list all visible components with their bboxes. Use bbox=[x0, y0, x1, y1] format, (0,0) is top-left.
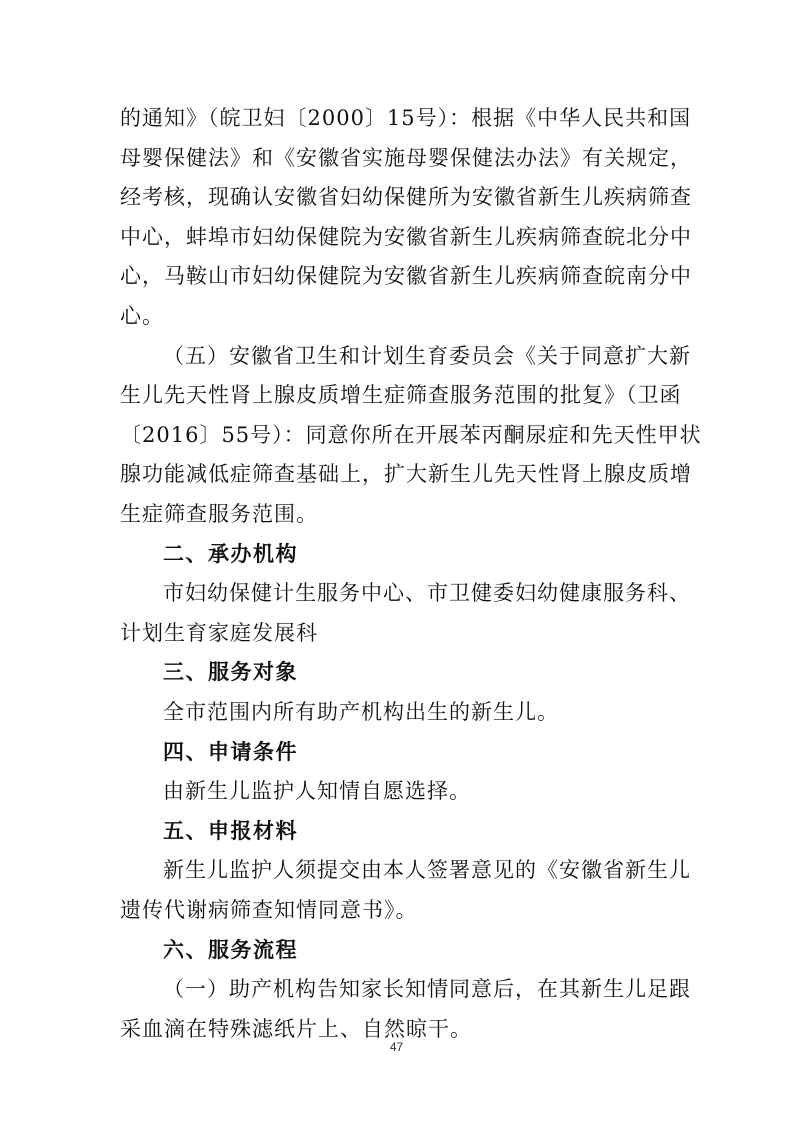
text-line: 〔2016〕55号）：同意你所在开展苯丙酮尿症和先天性甲状 bbox=[120, 423, 702, 447]
page-number: 47 bbox=[389, 1040, 404, 1054]
text-line: 心，马鞍山市妇幼保健院为安徽省新生儿疾病筛查皖南分中 bbox=[120, 264, 692, 288]
text-line: 全市范围内所有助产机构出生的新生儿。 bbox=[163, 700, 559, 724]
text-line: 生儿先天性肾上腺皮质增生症筛查服务范围的批复》（卫函 bbox=[120, 383, 682, 407]
text-line: 新生儿监护人须提交由本人签署意见的《安徽省新生儿 bbox=[163, 858, 691, 882]
text-line: 中心，蚌埠市妇幼保健院为安徽省新生儿疾病筛查皖北分中 bbox=[120, 225, 692, 249]
section-heading: 四、申请条件 bbox=[163, 740, 298, 764]
text-line: （五）安徽省卫生和计划生育委员会《关于同意扩大新 bbox=[163, 344, 691, 368]
text-line: 计划生育家庭发展科 bbox=[120, 621, 318, 645]
text-line: 由新生儿监护人知情自愿选择。 bbox=[163, 779, 471, 803]
text-line: 采血滴在特殊滤纸片上、自然晾干。 bbox=[120, 1017, 472, 1041]
text-line: 经考核，现确认安徽省妇幼保健所为安徽省新生儿疾病筛查 bbox=[120, 185, 692, 209]
text-line: 心。 bbox=[120, 304, 164, 328]
text-line: 母婴保健法》和《安徽省实施母婴保健法办法》有关规定， bbox=[120, 146, 692, 170]
text-line: 生症筛查服务范围。 bbox=[120, 502, 318, 526]
text-line: （一）助产机构告知家长知情同意后，在其新生儿足跟 bbox=[163, 977, 691, 1001]
text-line: 的通知》（皖卫妇〔2000〕15号）：根据《中华人民共和国 bbox=[120, 106, 692, 130]
section-heading: 三、服务对象 bbox=[163, 660, 298, 684]
section-heading: 五、申报材料 bbox=[163, 819, 298, 843]
section-heading: 二、承办机构 bbox=[163, 542, 298, 566]
text-line: 遗传代谢病筛查知情同意书》。 bbox=[120, 898, 418, 922]
text-line: 市妇幼保健计生服务中心、市卫健委妇幼健康服务科、 bbox=[163, 581, 691, 605]
section-heading: 六、服务流程 bbox=[163, 938, 298, 962]
text-line: 腺功能减低症筛查基础上，扩大新生儿先天性肾上腺皮质增 bbox=[120, 462, 692, 486]
